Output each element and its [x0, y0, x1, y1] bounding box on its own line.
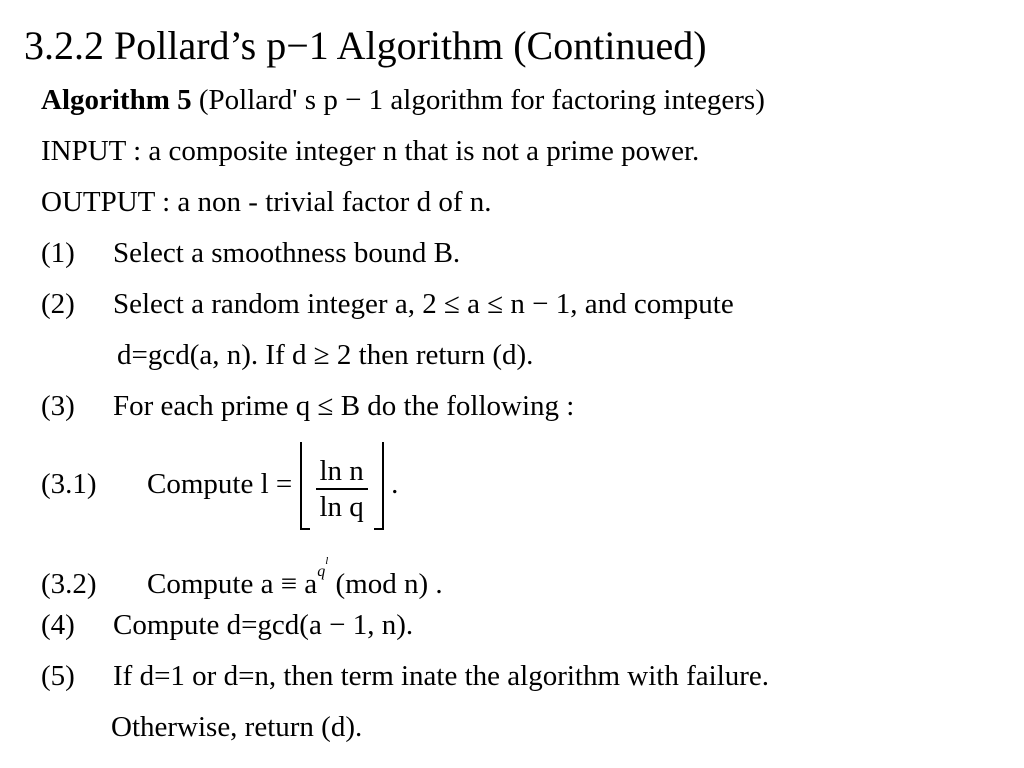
step-4: [41, 607, 413, 643]
algorithm-label: Algorithm 5: [41, 84, 192, 116]
output-line: [41, 184, 491, 220]
step-text: Select a random integer a, 2 ≤ a ≤ n − 1, and compute: [113, 288, 734, 320]
step-text: Compute a ≡ a: [147, 567, 318, 600]
step-text: Select a smoothness bound B.: [113, 237, 461, 269]
step-text-end: (mod n) .: [335, 567, 443, 600]
step-3-1: [41, 440, 398, 530]
step-text: Compute d=gcd(a − 1, n).: [113, 609, 414, 641]
step-text: If d=1 or d=n, then term inate the algorithm with failure.: [113, 660, 770, 692]
step-text: Compute l =: [147, 468, 293, 500]
input-label: INPUT :: [41, 135, 142, 167]
floor-fraction: [300, 442, 384, 530]
step-2: [41, 286, 734, 322]
fraction: [316, 454, 368, 524]
exponent-base: ql: [317, 555, 329, 581]
input-line: [41, 133, 699, 169]
step-5-continued: [111, 709, 362, 745]
step-number: (3.1): [41, 468, 97, 500]
input-text: a composite integer n that is not a prime power.: [148, 135, 700, 167]
step-number: (3): [41, 390, 75, 422]
step-text: d=gcd(a, n). If d ≥ 2 then return (d).: [117, 339, 534, 371]
step-text-end: .: [391, 468, 399, 500]
step-text: For each prime q ≤ B do the following :: [113, 390, 575, 422]
step-number: (4): [41, 609, 75, 641]
step-3-2: [41, 555, 443, 602]
exponent-superscript: l: [325, 555, 329, 567]
step-1: [41, 235, 460, 271]
step-number: (5): [41, 660, 75, 692]
algorithm-description: (Pollard' s p − 1 algorithm for factoring integers): [198, 84, 765, 116]
output-text: a non - trivial factor d of n.: [177, 186, 492, 218]
step-number: (2): [41, 288, 75, 320]
step-5: [41, 658, 769, 694]
step-text: Otherwise, return (d).: [111, 711, 363, 743]
fraction-numerator: ln n: [316, 454, 368, 490]
page-title: 3.2.2 Pollard’s p−1 Algorithm (Continued): [24, 23, 707, 68]
step-2-continued: [117, 337, 533, 373]
step-number: (1): [41, 237, 75, 269]
step-3: [41, 388, 574, 424]
output-label: OUTPUT :: [41, 186, 171, 218]
fraction-denominator: ln q: [319, 490, 364, 523]
step-number: (3.2): [41, 567, 97, 600]
algorithm-heading: [41, 82, 765, 118]
